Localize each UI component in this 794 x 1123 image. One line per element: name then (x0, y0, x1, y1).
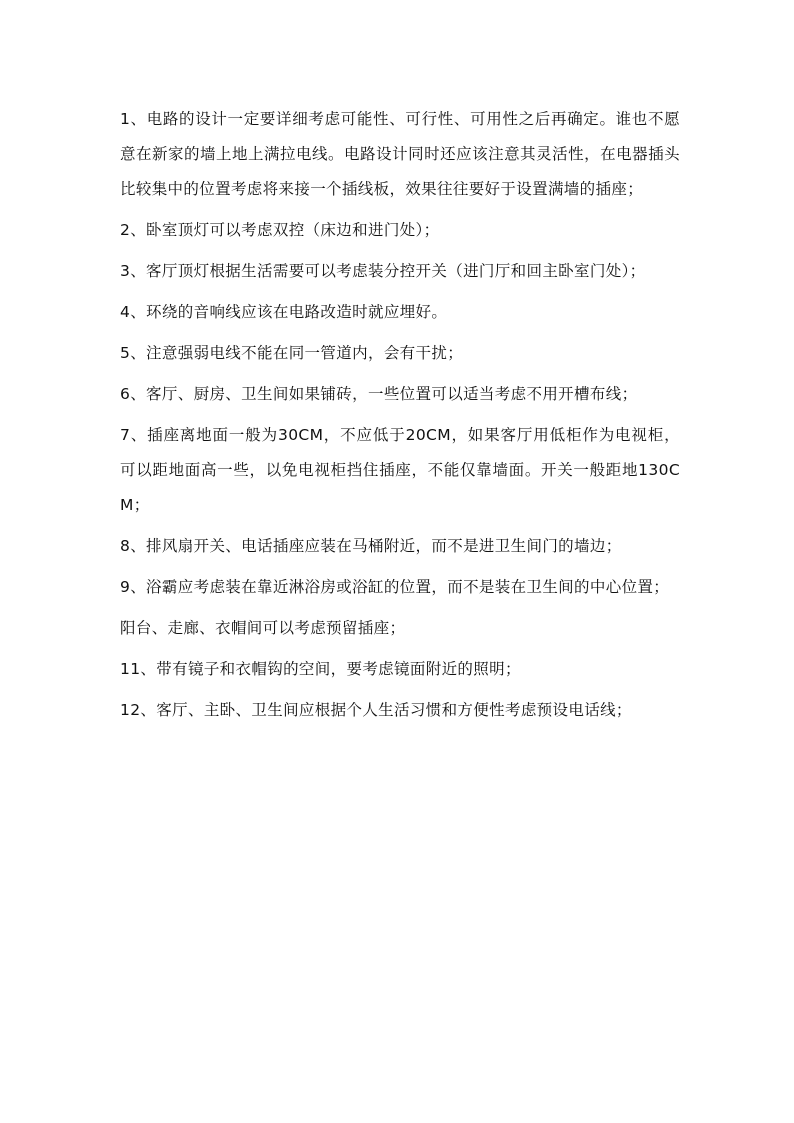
paragraph-9: 9、浴霸应考虑装在靠近淋浴房或浴缸的位置，而不是装在卫生间的中心位置； (120, 578, 670, 596)
document-body (120, 102, 680, 734)
paragraph-1: 1、电路的设计一定要详细考虑可能性、可行性、可用性之后再确定。谁也不愿意在新家的墙上地上满拉电线。电路设计同时还应该注意其灵活性，在电器插头比较集中的位置考虑将来接一个插线板，效果往往要好于设置满墙的插座； (120, 110, 680, 198)
paragraph-6: 6、客厅、厨房、卫生间如果铺砖，一些位置可以适当考虑不用开槽布线； (120, 385, 638, 403)
paragraph-11: 11、带有镜子和衣帽钩的空间，要考虑镜面附近的照明； (120, 660, 521, 678)
paragraph-12: 12、客厅、主卧、卫生间应根据个人生活习惯和方便性考虑预设电话线； (120, 701, 632, 719)
paragraph-3: 3、客厅顶灯根据生活需要可以考虑装分控开关（进门厅和回主卧室门处）； (120, 262, 646, 280)
paragraph-7: 7、插座离地面一般为30CM，不应低于20CM，如果客厅用低柜作为电视柜，可以距地面高一些，以免电视柜挡住插座，不能仅靠墙面。开关一般距地130CM； (120, 426, 680, 514)
paragraph-10: 阳台、走廊、衣帽间可以考虑预留插座； (120, 619, 406, 637)
paragraph-4: 4、环绕的音响线应该在电路改造时就应埋好。 (120, 303, 448, 321)
paragraph-8: 8、排风扇开关、电话插座应装在马桶附近，而不是进卫生间门的墙边； (120, 537, 622, 555)
paragraph-5: 5、注意强弱电线不能在同一管道内，会有干扰； (120, 344, 464, 362)
paragraph-2: 2、卧室顶灯可以考虑双控（床边和进门处）； (120, 221, 440, 239)
